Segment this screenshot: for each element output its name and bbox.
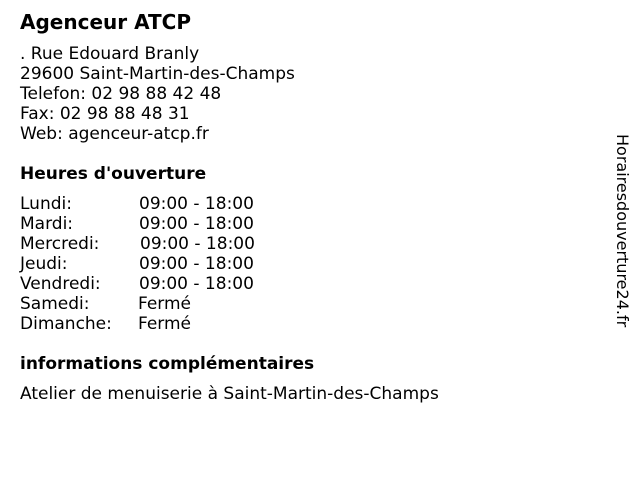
day-label: Jeudi: xyxy=(20,254,68,274)
day-hours: 09:00 - 18:00 xyxy=(140,234,255,254)
address-city: 29600 Saint-Martin-des-Champs xyxy=(20,64,295,84)
day-label: Lundi: xyxy=(20,194,72,214)
day-hours: Fermé xyxy=(138,294,192,314)
additional-info-heading: informations complémentaires xyxy=(20,354,315,374)
day-label: Vendredi: xyxy=(20,274,101,294)
day-hours: 09:00 - 18:00 xyxy=(139,214,254,234)
site-watermark: Horairesdouverture24.fr xyxy=(613,134,632,328)
business-description: Atelier de menuiserie à Saint-Martin-des-Champs xyxy=(20,384,439,404)
phone-number: Telefon: 02 98 88 42 48 xyxy=(20,84,222,104)
day-hours: 09:00 - 18:00 xyxy=(139,254,254,274)
day-hours: Fermé xyxy=(138,314,192,334)
day-hours: 09:00 - 18:00 xyxy=(139,274,254,294)
business-name: Agenceur ATCP xyxy=(20,10,191,34)
day-label: Dimanche: xyxy=(20,314,112,334)
day-label: Mardi: xyxy=(20,214,74,234)
day-hours: 09:00 - 18:00 xyxy=(139,194,254,214)
contact-details xyxy=(20,44,295,144)
website: Web: agenceur-atcp.fr xyxy=(20,124,209,144)
fax-number: Fax: 02 98 88 48 31 xyxy=(20,104,190,124)
day-label: Mercredi: xyxy=(20,234,100,254)
opening-hours-heading: Heures d'ouverture xyxy=(20,164,207,184)
day-label: Samedi: xyxy=(20,294,90,314)
address-street: . Rue Edouard Branly xyxy=(20,44,200,64)
